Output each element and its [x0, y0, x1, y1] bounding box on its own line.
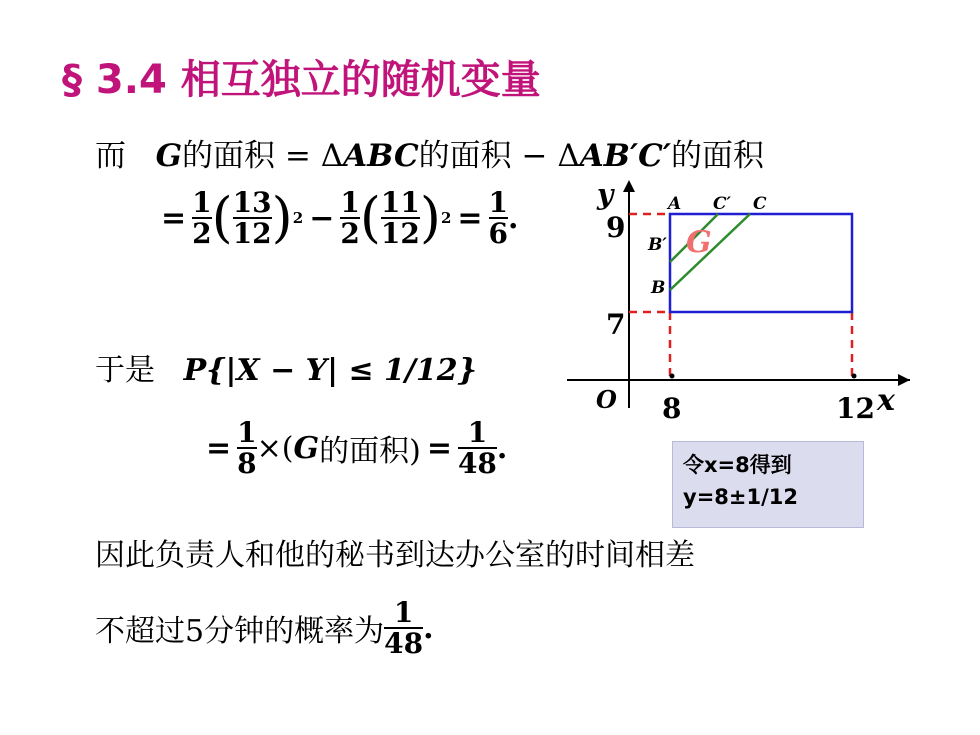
tick-dot-8: [670, 374, 675, 379]
triangle-abc: ABC: [343, 138, 419, 174]
tick-label-8: 8: [662, 392, 682, 425]
conclusion-line-1: 因此负责人和他的秘书到达办公室的时间相差: [95, 538, 695, 573]
square-exponent-2: 2: [440, 209, 452, 228]
word-yushi: 于是: [95, 353, 155, 388]
triangle-ab1c1: AB′C′: [579, 138, 671, 174]
equals-sign-3: =: [206, 430, 232, 466]
y-axis-label: y: [597, 178, 614, 211]
word-er: 而: [95, 138, 126, 174]
symbol-g: G: [155, 138, 183, 174]
note-line-2: y=8±1/12: [683, 484, 798, 509]
fraction-one-sixth: $\frac{1}{6}$: [488, 186, 508, 251]
tick-label-7: 7: [606, 308, 626, 341]
origin-label: O: [596, 385, 617, 414]
point-c1-label: C′: [713, 194, 732, 214]
area-computation: = $\frac{1}{2}$ ( $\frac{13}{12}$ ) 2 − $\frac{1}{2}$ ( $\frac{11}{12}$ ) 2 = $\frac{1}{6}$ .: [161, 186, 519, 251]
fraction-13-12: $\frac{13}{12}$: [232, 186, 272, 251]
x-axis-label: x: [877, 383, 895, 418]
note-line-1: 令x=8得到: [683, 453, 792, 477]
minus-sign: −: [309, 200, 335, 236]
y-axis-arrow: [623, 180, 635, 192]
fraction-half-1: $\frac{1}{2}$: [192, 186, 212, 251]
prob-expr: P{|X − Y| ≤ 1/12}: [183, 353, 477, 388]
equals-sign-4: =: [426, 430, 452, 466]
fraction-1-48-final: $\frac{1}{48}$: [384, 596, 424, 661]
fraction-11-12: $\frac{11}{12}$: [380, 186, 420, 251]
times-paren: ×(: [256, 430, 294, 466]
period: .: [508, 200, 519, 236]
area-text-2: 的面积 − Δ: [418, 138, 580, 174]
fraction-1-48: $\frac{1}{48}$: [457, 416, 497, 481]
area-of-g: 的面积): [319, 434, 421, 470]
period-2: .: [496, 430, 508, 466]
area-text-1: 的面积 = Δ: [182, 138, 344, 174]
conclusion-text: 不超过5分钟的概率为: [95, 614, 385, 650]
tick-label-12: 12: [836, 392, 875, 425]
x-axis-arrow: [898, 374, 910, 386]
symbol-g-2: G: [293, 430, 320, 466]
point-b-label: B: [651, 278, 666, 298]
equals-sign-2: =: [457, 200, 483, 236]
point-c-label: C: [753, 194, 767, 214]
tick-dot-12: [852, 374, 857, 379]
point-b1-label: B′: [648, 235, 667, 255]
point-a-label: A: [668, 194, 682, 214]
tick-label-9: 9: [606, 211, 626, 244]
region-g-label: G: [686, 225, 712, 260]
area-text-3: 的面积: [671, 138, 764, 174]
period-3: .: [423, 610, 434, 646]
page-title: § 3.4 相互独立的随机变量: [62, 57, 541, 103]
fraction-one-eighth: $\frac{1}{8}$: [237, 416, 257, 481]
fraction-half-2: $\frac{1}{2}$: [340, 186, 360, 251]
equals-sign: =: [161, 200, 187, 236]
square-exponent: 2: [292, 209, 304, 228]
